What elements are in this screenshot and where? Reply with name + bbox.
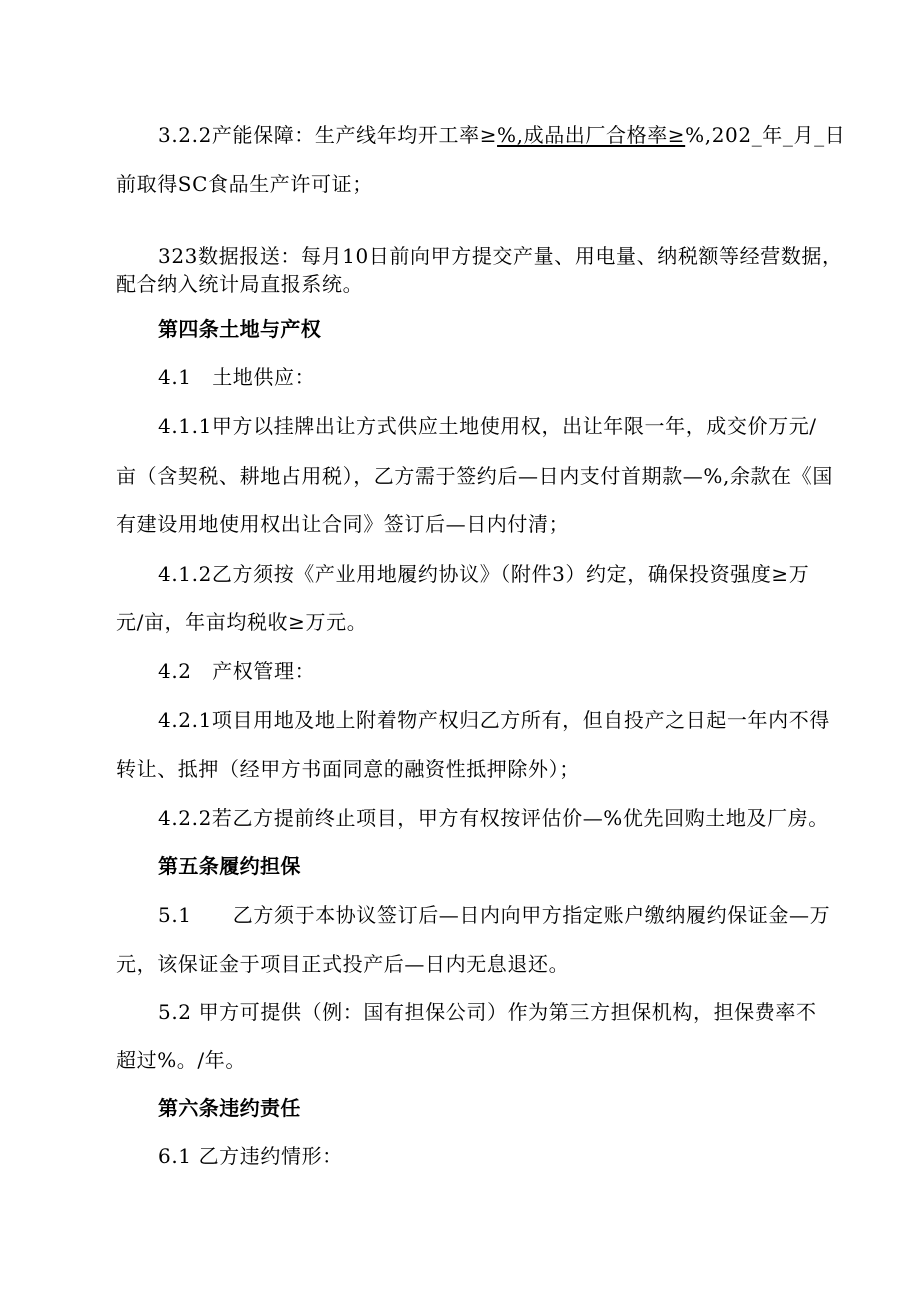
clause-3-2-3-line-1: 323数据报送：每月10日前向甲方提交产量、用电量、纳税额等经营数据， bbox=[158, 244, 843, 268]
text-segment: %,202_年_月_日 bbox=[685, 123, 846, 147]
text-segment: 3.2.2产能保障：生产线年均开工率≥ bbox=[158, 123, 498, 147]
clause-5-1-line-2: 元，该保证金于项目正式投产后—日内无息退还。 bbox=[116, 952, 570, 976]
clause-4-1-2-line-2: 元/亩，年亩均税收≥万元。 bbox=[116, 610, 368, 634]
clause-4-1-1-line-3: 有建设用地使用权出让合同》签订后—日内付清； bbox=[116, 512, 570, 536]
clause-5-1-line-1: 5.1 乙方须于本协议签订后—日内向甲方指定账户缴纳履约保证金—万 bbox=[158, 903, 831, 927]
clause-5-2-line-1: 5.2 甲方可提供（例：国有担保公司）作为第三方担保机构，担保费率不 bbox=[158, 1000, 817, 1024]
clause-4-1-1-line-2: 亩（含契税、耕地占用税），乙方需于签约后—日内支付首期款—%,余款在《国 bbox=[116, 464, 833, 488]
clause-4-1-2-line-1: 4.1.2乙方须按《产业用地履约协议》（附件3）约定，确保投资强度≥万 bbox=[158, 562, 810, 586]
clause-4-1-1-line-1: 4.1.1甲方以挂牌出让方式供应土地使用权，出让年限一年，成交价万元/ bbox=[158, 414, 817, 438]
article-4-heading: 第四条土地与产权 bbox=[158, 317, 322, 341]
clause-4-2-1-line-2: 转让、抵押（经甲方书面同意的融资性抵押除外）； bbox=[116, 757, 580, 781]
article-6-heading: 第六条违约责任 bbox=[158, 1096, 301, 1120]
clause-4-2-2: 4.2.2若乙方提前终止项目，甲方有权按评估价—%优先回购土地及厂房。 bbox=[158, 806, 829, 830]
clause-5-2-line-2: 超过%。/年。 bbox=[116, 1048, 246, 1072]
underlined-text: %,成品出厂合格率≥ bbox=[497, 123, 686, 147]
clause-4-2-1-line-1: 4.2.1项目用地及地上附着物产权归乙方所有，但自投产之日起一年内不得 bbox=[158, 708, 830, 732]
clause-4-2: 4.2 产权管理： bbox=[158, 659, 316, 683]
clause-3-2-3-line-2: 配合纳入统计局直报系统。 bbox=[116, 272, 364, 296]
clause-3-2-2-line-2: 前取得SC食品生产许可证； bbox=[116, 172, 373, 196]
clause-3-2-2-line-1 bbox=[158, 121, 845, 149]
clause-4-1: 4.1 土地供应： bbox=[158, 365, 316, 389]
clause-6-1: 6.1 乙方违约情形： bbox=[158, 1144, 343, 1168]
article-5-heading: 第五条履约担保 bbox=[158, 854, 301, 878]
